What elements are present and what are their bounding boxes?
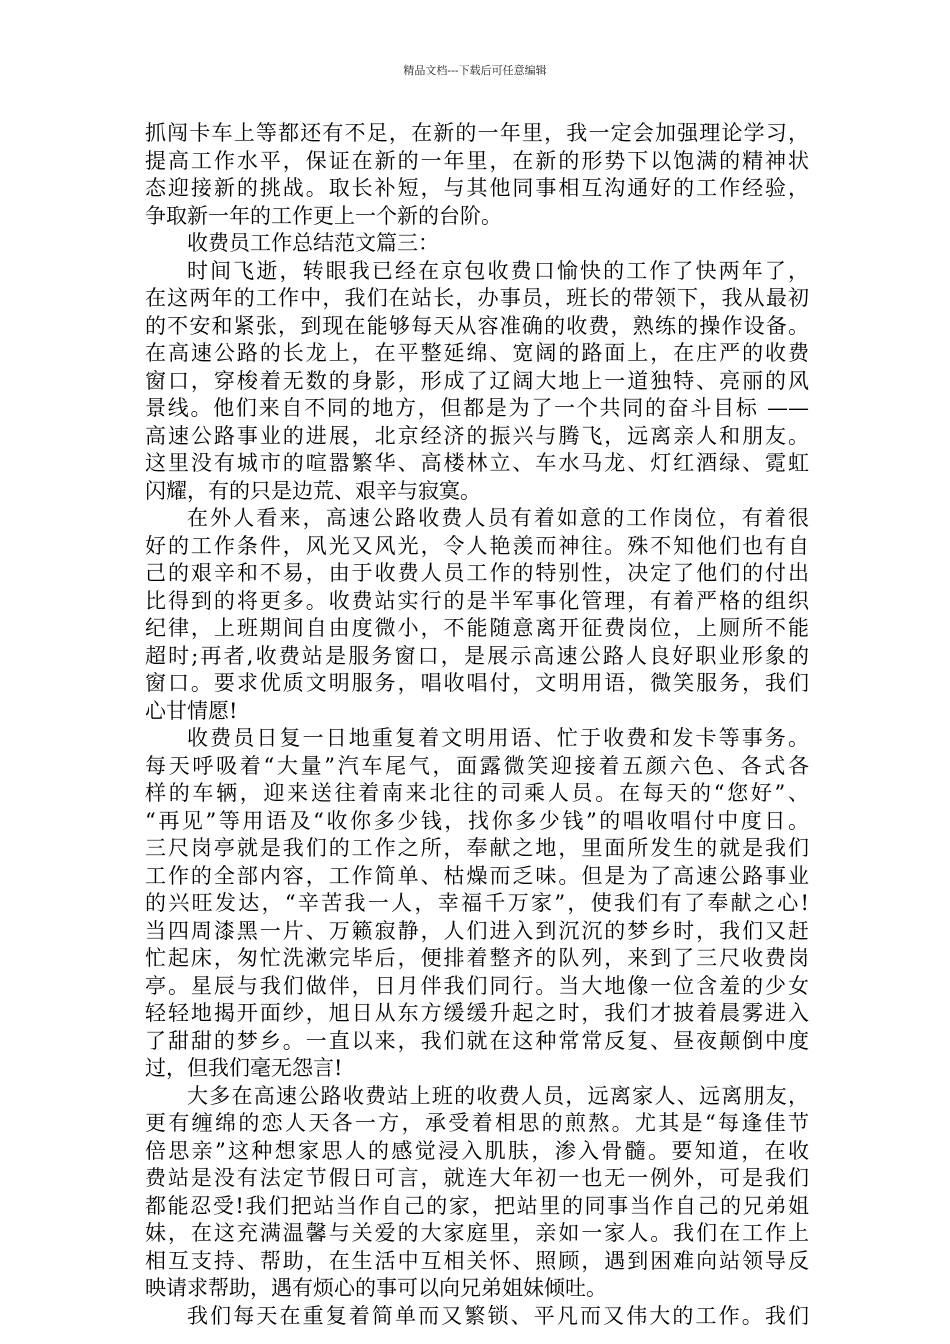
text-line: 纪律，上班期间自由度微小，不能随意离开征费岗位，上厕所不能 — [145, 616, 809, 640]
page-header: 精品文档---下载后可任意编辑 — [403, 64, 547, 77]
text-line: 高速公路事业的进展，北京经济的振兴与腾飞，远离亲人和朋友。 — [145, 423, 809, 448]
text-line: 过，但我们毫无怨言! — [145, 1056, 343, 1080]
text-line: 亭。星辰与我们做伴，日月伴我们同行。当大地像一位含羞的少女 — [145, 973, 809, 998]
text-line: 窗口。要求优质文明服务，唱收唱付，文明用语，微笑服务，我们 — [145, 671, 809, 695]
text-line: 闪耀，有的只是边荒、艰辛与寂寞。 — [145, 478, 481, 503]
text-line: 的不安和紧张，到现在能够每天从容准确的收费，熟练的操作设备。 — [145, 313, 809, 338]
text-line: 每天呼吸着“大量”汽车尾气，面露微笑迎接着五颜六色、各式各 — [145, 753, 809, 778]
text-line: 在高速公路的长龙上，在平整延绵、宽阔的路面上，在庄严的收费 — [145, 341, 809, 365]
text-line: “再见”等用语及“收你多少钱，找你多少钱”的唱收唱付中度日。 — [145, 808, 809, 833]
text-line: 映请求帮助，遇有烦心的事可以向兄弟姐妹倾吐。 — [145, 1276, 607, 1300]
text-line: 轻轻地揭开面纱，旭日从东方缓缓升起之时，我们才披着晨雾进入 — [145, 1001, 809, 1025]
text-line: 争取新一年的工作更上一个新的台阶。 — [145, 203, 502, 228]
text-line: 了甜甜的梦乡。一直以来，我们就在这种常常反复、昼夜颠倒中度 — [145, 1028, 809, 1053]
text-line: 妹，在这充满温馨与关爱的大家庭里，亲如一家人。我们在工作上 — [145, 1221, 809, 1245]
text-line: 窗口，穿梭着无数的身影，形成了辽阔大地上一道独特、亮丽的风 — [145, 368, 809, 393]
text-line: 提高工作水平，保证在新的一年里，在新的形势下以饱满的精神状 — [145, 148, 809, 173]
text-line: 费站是没有法定节假日可言，就连大年初一也无一例外，可是我们 — [145, 1166, 809, 1190]
text-line: 心甘情愿! — [145, 698, 238, 723]
text-line: 工作的全部内容，工作简单、枯燥而乏味。但是为了高速公路事业 — [145, 863, 809, 888]
document-body — [145, 120, 809, 1330]
text-line: 超时;再者,收费站是服务窗口，是展示高速公路人良好职业形象的 — [145, 643, 809, 668]
text-line: 比得到的将更多。收费站实行的是半军事化管理，有着严格的组织 — [145, 588, 809, 613]
text-line: 态迎接新的挑战。取长补短，与其他同事相互沟通好的工作经验， — [145, 176, 809, 200]
text-line: 忙起床，匆忙洗漱完毕后，便排着整齐的队列，来到了三尺收费岗 — [145, 946, 809, 970]
text-line: 在这两年的工作中，我们在站长，办事员，班长的带领下，我从最初 — [145, 286, 809, 310]
text-line: 收费员工作总结范文篇三： — [187, 231, 439, 255]
text-line: 景线。他们来自不同的地方，但都是为了一个共同的奋斗目标 —— — [145, 396, 809, 420]
text-line: 这里没有城市的喧嚣繁华、高楼林立、车水马龙、灯红酒绿、霓虹 — [145, 451, 809, 475]
text-line: 都能忍受!我们把站当作自己的家，把站里的同事当作自己的兄弟姐 — [145, 1193, 809, 1218]
text-line: 样的车辆，迎来送往着南来北往的司乘人员。在每天的“您好”、 — [145, 781, 809, 805]
text-line: 三尺岗亭就是我们的工作之所，奉献之地，里面所发生的就是我们 — [145, 836, 809, 860]
text-line: 时间飞逝，转眼我已经在京包收费口愉快的工作了快两年了， — [187, 258, 809, 283]
text-line: 己的艰辛和不易，由于收费人员工作的特别性，决定了他们的付出 — [145, 561, 809, 585]
text-line: 抓闯卡车上等都还有不足，在新的一年里，我一定会加强理论学习， — [145, 121, 809, 145]
text-line: 倍思亲”这种想家思人的感觉浸入肌肤，渗入骨髓。要知道，在收 — [145, 1138, 809, 1163]
text-line: 好的工作条件，风光又风光，令人艳羡而神往。殊不知他们也有自 — [145, 533, 809, 558]
text-line: 的兴旺发达，“辛苦我一人，幸福千万家”，使我们有了奉献之心! — [145, 891, 809, 915]
text-line: 当四周漆黑一片、万籁寂静，人们进入到沉沉的梦乡时，我们又赶 — [145, 918, 809, 943]
text-line: 更有缠绵的恋人天各一方，承受着相思的煎熬。尤其是“每逢佳节 — [145, 1111, 809, 1135]
text-line: 大多在高速公路收费站上班的收费人员，远离家人、远离朋友， — [187, 1083, 809, 1108]
text-line: 在外人看来，高速公路收费人员有着如意的工作岗位，有着很 — [187, 506, 809, 530]
text-line: 收费员日复一日地重复着文明用语、忙于收费和发卡等事务。 — [187, 726, 809, 750]
text-line: 相互支持、帮助，在生活中互相关怀、照顾，遇到困难向站领导反 — [145, 1248, 809, 1273]
text-line: 我们每天在重复着简单而又繁锁、平凡而又伟大的工作。我们 — [187, 1303, 809, 1328]
